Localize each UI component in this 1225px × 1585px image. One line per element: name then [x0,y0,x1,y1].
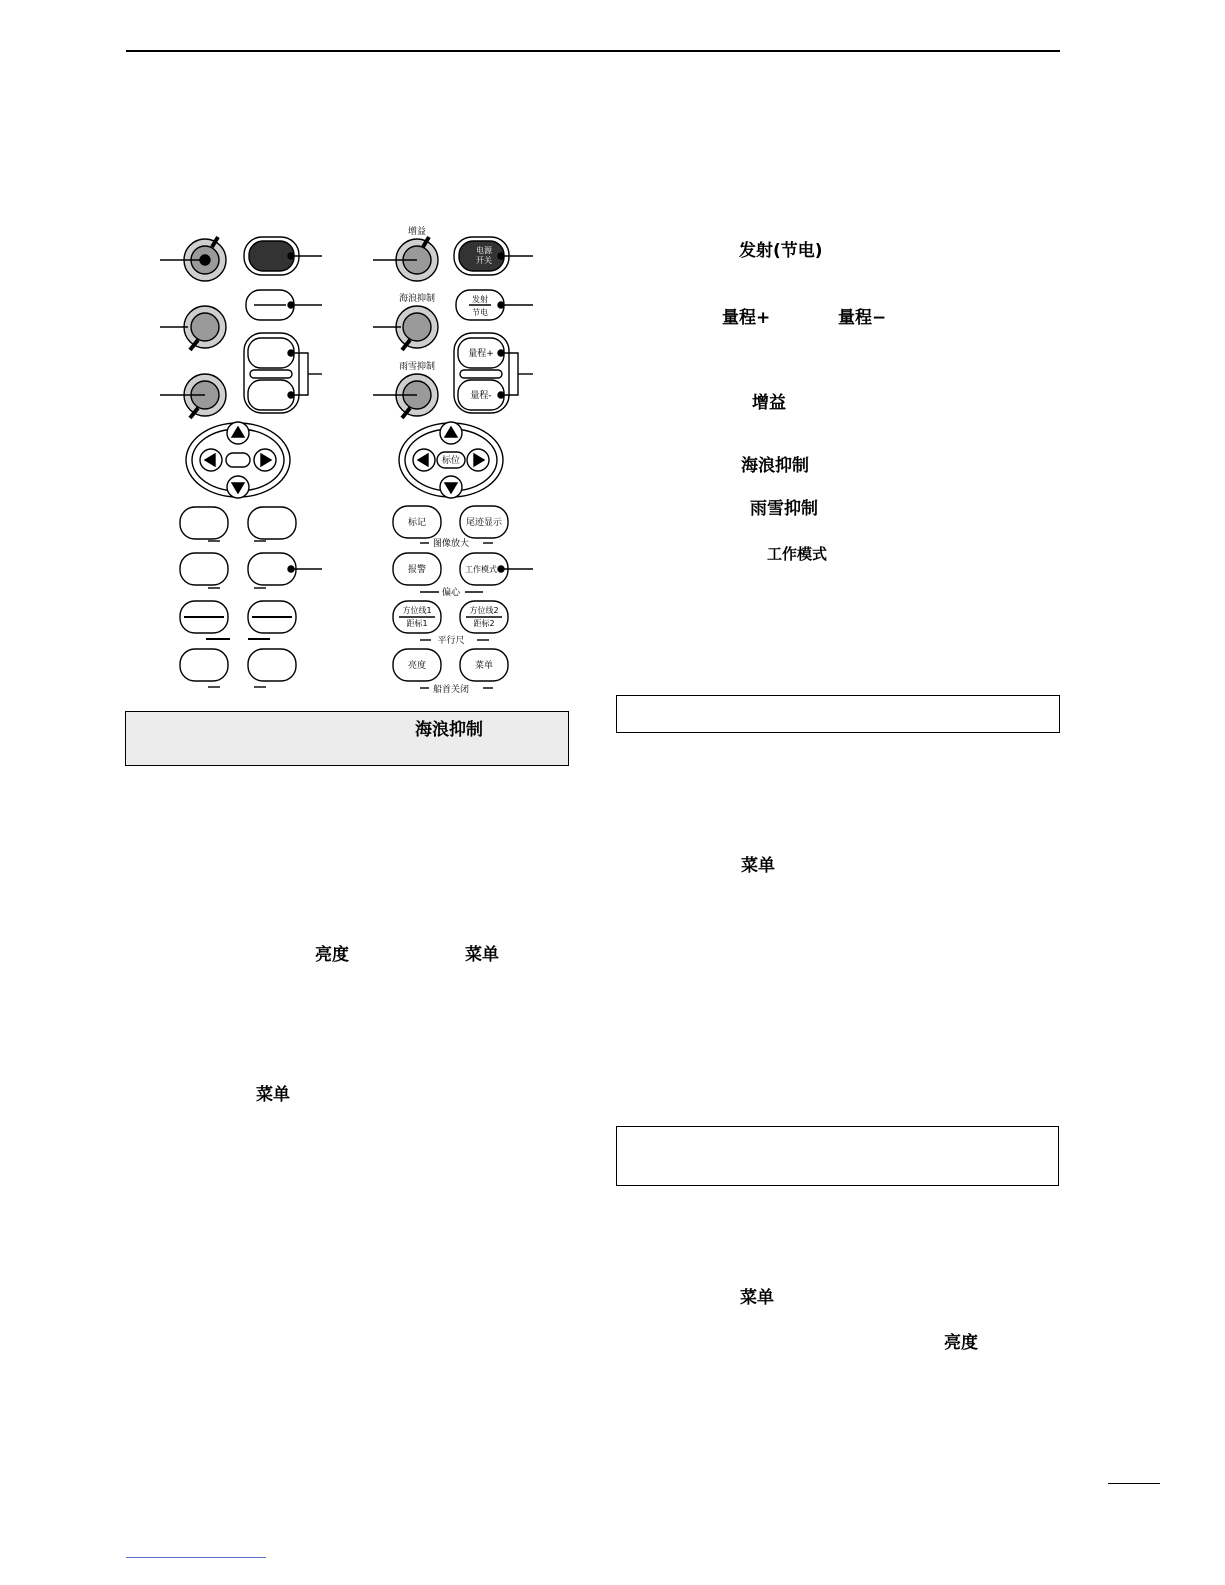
panel-illustration-labeled [365,220,545,700]
keyword-menu-right-1: 菜单 [741,856,775,876]
marker-label: 标记 [407,518,427,528]
keyword-menu-right-2: 菜单 [740,1288,774,1308]
footer-link-line [126,1557,266,1558]
keyword-sea-clutter: 海浪抑制 [741,456,809,476]
power-button-label-2: 开关 [476,256,492,265]
ebl2-label-1: 方位线2 [469,606,499,615]
keyword-range-minus: 量程− [838,308,887,328]
header-rule [126,50,1060,52]
note-keyword-sea: 海浪抑制 [415,720,483,740]
transmit-label-2: 节电 [472,308,488,317]
keyword-brightness-left: 亮度 [315,945,349,965]
trail-label: 尾迹显示 [465,518,503,528]
panel-illustration-unlabeled [150,225,330,700]
gain-label: 增益 [407,227,427,237]
parallel-label: 平行尺 [437,636,465,646]
rain-clutter-knob [373,374,438,418]
keyword-rain-clutter: 雨雪抑制 [750,499,818,519]
keyword-brightness-right: 亮度 [944,1333,978,1353]
keyword-transmit: 发射(节电) [739,241,823,261]
note-box-left [125,711,569,766]
note-box-right-2 [616,1126,1059,1186]
menu-label: 菜单 [474,661,494,671]
range-down-label: 量程- [470,391,492,401]
offcenter-label: 偏心 [441,588,461,598]
ebl1-label-1: 方位线1 [402,606,432,615]
gain-knob [160,237,226,281]
keyword-range-plus: 量程+ [722,308,771,328]
power-button-label-1: 电源 [476,246,492,255]
page-number-rule [1108,1483,1160,1484]
rain-label: 雨雪抑制 [398,362,436,372]
sea-clutter-knob [373,306,438,350]
brightness-label: 亮度 [407,661,427,671]
gain-knob [373,237,438,281]
range-up-label: 量程+ [468,349,494,359]
ebl1-label-2: 距标1 [406,619,428,628]
sea-label: 海浪抑制 [398,294,436,304]
headline-off-label: 船首关闭 [432,685,470,695]
rain-clutter-knob [160,374,226,418]
sea-clutter-knob [160,306,226,350]
center-button-label: 标位 [441,456,461,466]
keyword-menu-left-2: 菜单 [256,1085,290,1105]
keyword-gain: 增益 [752,393,786,413]
keyword-menu-left-1: 菜单 [465,945,499,965]
transmit-label-1: 发射 [472,295,488,304]
mode-label: 工作模式 [465,565,497,574]
zoom-label: 图像放大 [432,539,470,549]
note-box-right-1 [616,695,1060,733]
alarm-label: 报警 [407,565,427,575]
keyword-mode: 工作模式 [767,545,828,563]
ebl2-label-2: 距标2 [473,619,495,628]
